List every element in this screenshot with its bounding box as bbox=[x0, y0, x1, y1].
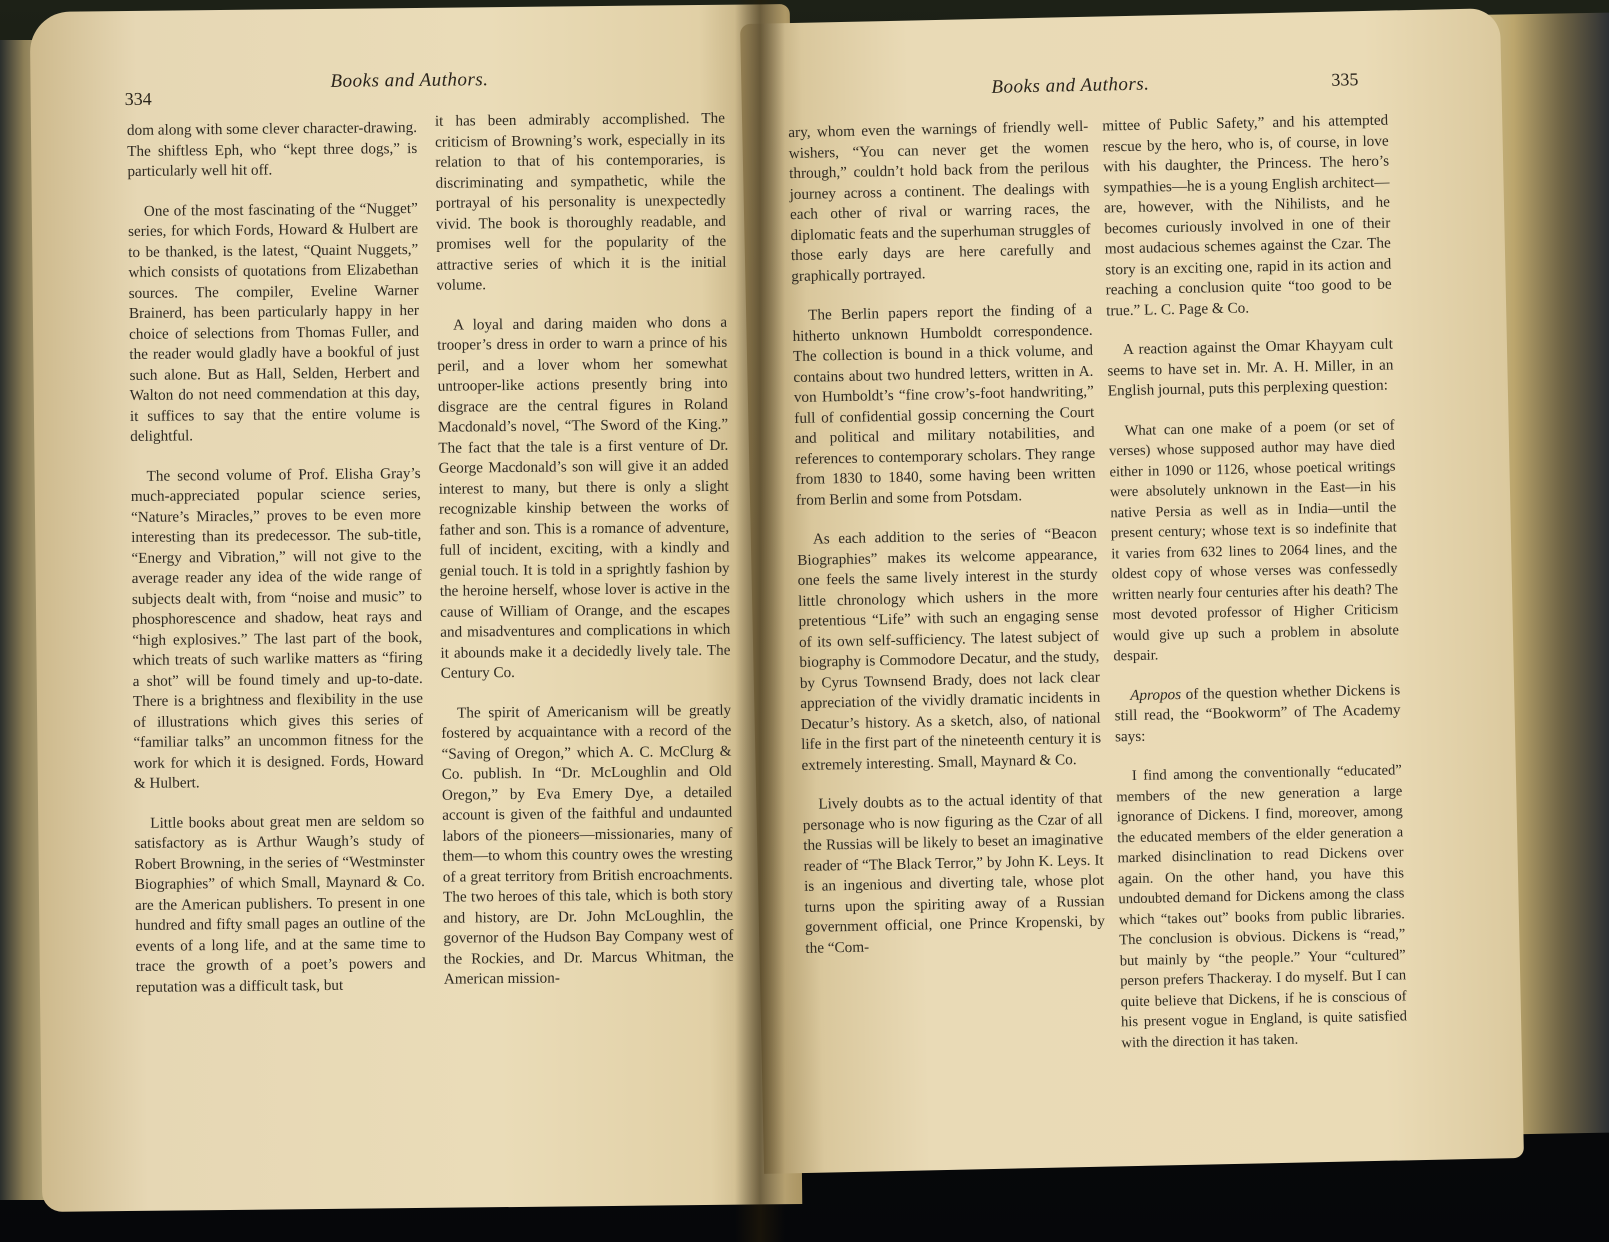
paragraph: it has been admirably accomplished. The criticism of Browning’s work, especially in its relation to that of his contemporaries, is discriminating and sympathetic, while the portrayal of his personality is unexpectedly vivid. The book is thoroughly readable, and promises well for the popularity of the attractive series of which it is the initial volume. bbox=[434, 109, 727, 294]
quotation: What can one make of a poem (or set of verses) whose supposed author may have died either in 1090 or 1126, whose poetical writings were absolutely unknown in the East—in his native Persia as well as in India—until the present century; whose text is so indefinite that it varies from 632 lines to 2064 lines, and the oldest copy of whose verses was confessedly written nearly four centuries after his death? The most devoted professor of Higher Criticism would give up such a problem in absolute despair. bbox=[1108, 416, 1400, 665]
paragraph: The Berlin papers report the finding of a hitherto unknown Humboldt correspondence. The collection is bound in a thick volume, and contains about two hundred letters, written in A. von Humboldt’s “fine crow’s-foot handwriting,” full of confidential gossip concerning the Court and political and military notabilities, and references to contemporary scholars. They range from 1830 to 1840, some having been written from Berlin and some from Potsdam. bbox=[792, 300, 1096, 509]
paragraph: One of the most fascinating of the “Nugget” series, for which Fords, Howard & Hulbert are to be thanked, is the latest, “Quaint Nuggets,” which consists of quotations from Elizabethan sources. The compiler, Eveline Warner Brainerd, has been particularly happy in her choice of selections from Thomas Fuller, and the reader would gladly have a bookful of just such alone. But as Hall, Selden, Herbert and Walton do not need commendation at this day, it suffices to say that the entire volume is delightful. bbox=[127, 199, 421, 445]
running-head: Books and Authors. bbox=[991, 73, 1150, 98]
paragraph: Little books about great men are seldom so satisfactory as is Arthur Waugh’s study of Robert Browning, in the series of “Westminster Biographies” of which Small, Maynard & Co. are the American publishers. To present in one hundred and fifty small pages an outline of the events of a long life, and at the same time to trace the growth of a poet’s powers and reputation was a difficult task, but bbox=[134, 811, 426, 996]
running-head: Books and Authors. bbox=[330, 69, 489, 92]
paragraph: dom along with some clever character-drawing. The shiftless Eph, who “kept three dogs,” is particularly well hit off. bbox=[126, 118, 418, 180]
column-2 bbox=[435, 109, 734, 1009]
column-2 bbox=[1102, 111, 1408, 1073]
italic-word: Apropos bbox=[1130, 685, 1182, 704]
right-page bbox=[740, 8, 1524, 1174]
paragraph-text: of the question whether Dickens is still read, the “Bookworm” of The Academy says: bbox=[1114, 680, 1401, 745]
paragraph: A loyal and daring maiden who dons a trooper’s dress in order to warn a prince of his peril, and a lover whom her somewhat untrooper-like actions presently bring into disgrace are the central figures in Roland Macdonald’s novel, “The Sword of the King.” The fact that the tale is a first venture of Dr. George Macdonald’s son will give it an added interest to many, but there is only a slight recognizable kinship between the works of father and son. This is a romance of adventure, full of incident, exciting, with a kindly and genial touch. It is told in a sprightly fashion by the heroine herself, whose lover is active in the cause of William of Orange, and the escapes and misadventures and complications in which it abounds make it a decidedly lively tale. The Century Co. bbox=[437, 313, 731, 682]
paragraph: The spirit of Americanism will be greatly fostered by acquaintance with a record of the “Saving of Oregon,” which A. C. McClurg & Co. publish. In “Dr. McLoughlin and Old Oregon,” by Eva Emery Dye, a detailed account is given of the faithful and undaunted labors of the pioneers—missionaries, many of them—to whom this country owes the wresting of a great territory from British encroachments. The two heroes of this tale, which is both story and history, are Dr. John McLoughlin, the governor of the Hudson Bay Company west of the Rockies, and Dr. Marcus Whitman, the American mission- bbox=[441, 701, 734, 988]
book-gutter bbox=[735, 0, 785, 1242]
paragraph: A reaction against the Omar Khayyam cult seems to have set in. Mr. A. H. Miller, in an English journal, puts this perplexing question: bbox=[1107, 335, 1394, 400]
column-1 bbox=[127, 118, 426, 1017]
paragraph: mittee of Public Safety,” and his attempted rescue by the hero, who is, of course, in love with his daughter, the Princess. The hero’s sympathies—he is a young English architect—are, however, with the Nihilists, and he becomes curiously involved in one of their most audacious schemes against the Czar. The story is an exciting one, rapid in its action and reaching a conclusion quite “too good to be true.” L. C. Page & Co. bbox=[1102, 111, 1392, 319]
column-1 bbox=[788, 117, 1106, 978]
page-number: 334 bbox=[124, 88, 152, 110]
paragraph bbox=[1114, 680, 1401, 747]
left-page bbox=[30, 4, 803, 1212]
quotation: I find among the conventionally “educated” members of the new generation a large ignorance of Dickens. I find, moreover, among the educated members of the elder generation a marked disinclination to read Dickens over again. On the other hand, you have this undoubted demand for Dickens among the class which “takes out” books from public libraries. The conclusion is obvious. Dickens is “read,” but mainly by “the people.” Your “cultured” person prefers Thackeray. I do myself. But I can quite believe that Dickens, if he is conscious of his present vogue in England, is quite satisfied with the direction it has taken. bbox=[1116, 762, 1408, 1051]
paragraph: The second volume of Prof. Elisha Gray’s much-appreciated popular science series, “Nature’s Miracles,” proves to be even more interesting than its predecessor. The sub-title, “Energy and Vibration,” will not give to the average reader any idea of the wide range of subjects dealt with, from “noise and music” to phosphorescence and shadow, heat rays and “high explosives.” The last part of the book, which treats of such warlike matters as “firing a shot” will be found timely and up-to-date. There is a brightness and flexibility in the use of illustrations which gives this series of “familiar talks” an uncommon fitness for the work for which it is designed. Fords, Howard & Hulbert. bbox=[130, 464, 424, 792]
page-number: 335 bbox=[1331, 69, 1359, 90]
paragraph: As each addition to the series of “Beacon Biographies” makes its welcome appearance, one feels the same lively interest in the sturdy little chronology which ushers in the more pretentious “Life” with such an engaging sense of its own self-sufficiency. The latest subject of biography is Commodore Decatur, and the study, by Cyrus Townsend Brady, does not lack clear appreciation of the vividly dramatic incidents in Decatur’s history. As a sketch, also, of national life in the first part of the nineteenth century it is extremely interesting. Small, Maynard & Co. bbox=[797, 524, 1102, 774]
paragraph: Lively doubts as to the actual identity of that personage who is now figuring as the Czar of all the Russias will be likely to beset an imaginative reader of “The Black Terror,” by John K. Leys. It is an ingenious and diverting tale, whose plot turns upon the spiriting away of a Russian government official, one Prince Kropenski, by the “Com- bbox=[802, 789, 1106, 957]
paragraph: ary, whom even the warnings of friendly well-wishers, “You can never get the women through,” couldn’t hold back from the perilous journey across a continent. The dealings with each other of rival or warring races, the diplomatic feats and the superhuman struggles of those early days are here carefully and graphically portrayed. bbox=[788, 117, 1092, 285]
